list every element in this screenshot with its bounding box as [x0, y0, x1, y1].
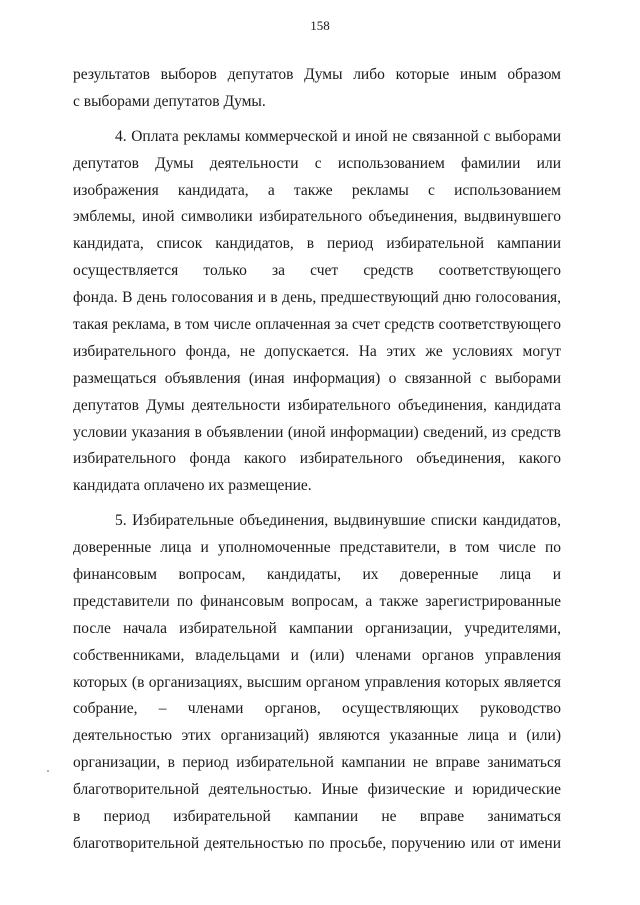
- text-line: которых (в организациях, высшим органом управления которых является: [73, 673, 561, 691]
- paragraph-item-4: [73, 124, 561, 500]
- text-line: собрание, – членами органов, осуществляющих руководство: [73, 700, 561, 718]
- text-line: 4. Оплата рекламы коммерческой и иной не связанной с выборами: [115, 127, 561, 145]
- text-line: после начала избирательной кампании организации, учредителями,: [73, 619, 561, 637]
- text-line: деятельностью этих организаций) являются указанные лица и (или): [73, 727, 561, 745]
- text-line: благотворительной деятельностью. Иные физические и юридические: [73, 781, 561, 799]
- text-line: в период избирательной кампании не вправе заниматься: [73, 808, 561, 826]
- text-line: кандидата оплачено их размещение.: [73, 477, 312, 495]
- text-line: собственниками, владельцами и (или) членами органов управления: [73, 646, 561, 664]
- text-line: избирательного фонда, не допускается. На этих же условиях могут: [73, 342, 561, 360]
- text-line: эмблемы, иной символики избирательного объединения, выдвинувшего: [73, 208, 561, 226]
- text-line: представители по финансовым вопросам, а также зарегистрированные: [73, 592, 561, 610]
- scan-speck: [47, 770, 49, 772]
- text-line: результатов выборов депутатов Думы либо которые иным образом: [73, 66, 561, 83]
- text-line: с выборами депутатов Думы.: [73, 92, 266, 110]
- text-line: размещаться объявления (иная информация) о связанной с выборами: [73, 369, 561, 387]
- page-number: 158: [310, 18, 330, 33]
- text-line: благотворительной деятельностью по просьбе, поручению или от имени: [73, 834, 561, 852]
- text-line: такая реклама, в том числе оплаченная за счет средств соответствующего: [73, 316, 561, 334]
- text-line: избирательного фонда какого избирательного объединения, какого: [73, 450, 561, 468]
- text-line: депутатов Думы деятельности избирательного объединения, кандидата: [73, 396, 561, 414]
- text-line: доверенные лица и уполномоченные представители, в том числе по: [73, 539, 561, 557]
- text-line: изображения кандидата, а также рекламы с использованием: [73, 181, 561, 199]
- text-line: кандидата, список кандидатов, в период избирательной кампании: [73, 235, 561, 253]
- text-line: условии указания в объявлении (иной информации) сведений, из средств: [73, 423, 561, 441]
- text-line: осуществляется только за счет средств соответствующего: [73, 262, 561, 280]
- text-line: фонда. В день голосования и в день, предшествующий дню голосования,: [73, 289, 561, 307]
- paragraph-continuation: [73, 62, 561, 116]
- text-line: депутатов Думы деятельности с использованием фамилии или: [73, 154, 561, 172]
- text-line: 5. Избирательные объединения, выдвинувшие списки кандидатов,: [115, 512, 561, 530]
- text-line: организации, в период избирательной кампании не вправе заниматься: [73, 754, 561, 772]
- text-line: финансовым вопросам, кандидаты, их доверенные лица и: [73, 566, 561, 584]
- paragraph-item-5: [73, 508, 561, 858]
- document-body: [73, 62, 561, 858]
